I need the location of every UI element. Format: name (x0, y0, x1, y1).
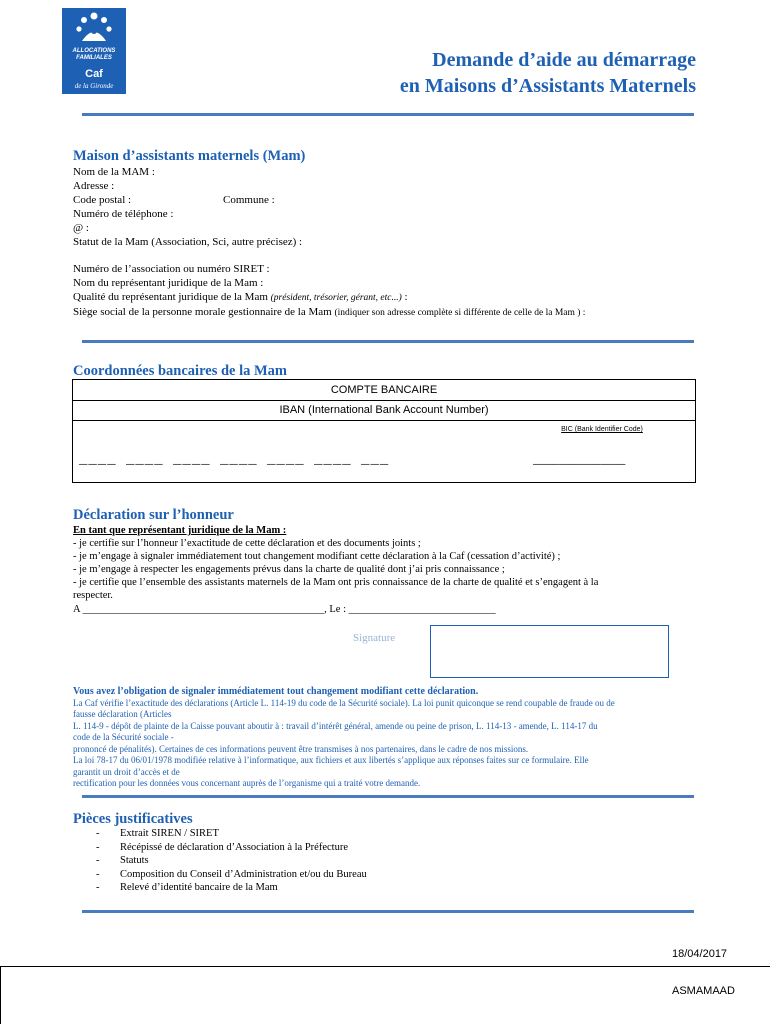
bic-label: BIC (Bank Identifier Code) (561, 426, 643, 433)
notice-line: fausse déclaration (Articles (73, 709, 172, 719)
siege-hint: (indiquer son adresse complète si différente de celle de la Mam ) : (334, 308, 586, 318)
section-declaration-heading: Déclaration sur l’honneur (73, 507, 234, 523)
declaration-intro: En tant que représentant juridique de la Mam : (73, 525, 287, 536)
qualite-hint: (président, trésorier, gérant, etc...) (270, 293, 402, 303)
place-date-field[interactable]: A ______________________________________________, Le : ____________________________ (73, 604, 496, 615)
field-code-postal-row (73, 193, 302, 207)
field-qualite[interactable]: Qualité du représentant juridique de la Mam (président, trésorier, gérant, etc...) : (73, 291, 408, 303)
pieces-list (96, 827, 367, 895)
notice-line: rectification pour les données vous concernant auprès de l’organisme qui a traité votre demande. (73, 778, 421, 788)
notice-line: garantit un droit d’accès et de (73, 766, 180, 777)
field-code-postal[interactable]: Code postal : (73, 194, 132, 206)
signature-box[interactable] (430, 625, 669, 678)
notice-line: La Caf vérifie l’exactitude des déclarations (Article L. 114-19 du code de la Sécurité sociale). La loi punit quiconque se rend coupable de fraude ou de (73, 697, 615, 708)
field-commune[interactable]: Commune : (223, 194, 275, 206)
list-item: - Extrait SIREN / SIRET (96, 828, 219, 839)
iban-input[interactable]: ____ ____ ____ ____ ____ ____ ___ (79, 452, 390, 468)
notice-line: prononcé de pénalités). Certaines de ces informations peuvent être transmises à nos partenaires, dans le cadre de nos missions. (73, 743, 529, 754)
field-adresse[interactable]: Adresse : (73, 180, 115, 192)
field-nom-mam[interactable]: Nom de la MAM : (73, 166, 155, 178)
field-statut[interactable]: Statut de la Mam (Association, Sci, autre précisez) : (73, 236, 303, 248)
field-telephone[interactable]: Numéro de téléphone : (73, 208, 174, 220)
divider (82, 340, 694, 343)
field-siret[interactable]: Numéro de l’association ou numéro SIRET : (73, 263, 270, 275)
mam-fields (73, 165, 302, 249)
declaration-item: - je m’engage à signaler immédiatement tout changement modifiant cette déclaration à la Caf (cessation d’activité) ; (73, 551, 561, 562)
list-item: - Composition du Conseil d’Administration et/ou du Bureau (96, 868, 367, 880)
divider (82, 113, 694, 116)
section-pieces-heading: Pièces justificatives (73, 811, 193, 827)
logo-region: de la Gironde (74, 82, 114, 90)
declaration-item: - je certifie sur l’honneur l’exactitude de cette déclaration et des documents joints ; (73, 538, 421, 549)
caf-logo (62, 8, 126, 94)
legal-notice (73, 686, 703, 790)
footer-line (0, 966, 770, 967)
declaration-item: - je certifie que l’ensemble des assistants maternels de la Mam ont pris connaissance de la charte de qualité et s’engagent à la (73, 577, 599, 588)
divider (82, 795, 694, 798)
divider (82, 910, 694, 913)
bic-input[interactable]: ___________ (533, 452, 626, 468)
bank-account-header: COMPTE BANCAIRE (73, 380, 695, 401)
family-emblem-icon (74, 11, 114, 47)
bank-table (72, 379, 696, 483)
notice-bold: Vous avez l’obligation de signaler immédiatement tout changement modifiant cette déclaration. (73, 686, 479, 697)
signature-label: Signature (353, 632, 396, 644)
notice-line: La loi 78-17 du 06/01/1978 modifiée relative à l’informatique, aux fichiers et aux libertés s’applique aux réponses faites sur ce formulaire. Elle (73, 755, 589, 765)
footer-left-border (0, 966, 1, 1024)
iban-label: IBAN (International Bank Account Number) (73, 400, 695, 421)
field-email[interactable]: @ : (73, 222, 89, 234)
footer-code: ASMAMAAD (672, 985, 735, 997)
field-siege[interactable]: Siège social de la personne morale gestionnaire de la Mam (indiquer son adresse complète si différente de celle de la Mam ) : (73, 306, 586, 318)
notice-line: code de la Sécurité sociale - (73, 732, 174, 742)
list-item: - Statuts (96, 855, 149, 866)
list-item: - Relevé d’identité bancaire de la Mam (96, 882, 278, 893)
declaration-item: - je m’engage à respecter les engagements prévus dans la charte de qualité dont j’ai pris connaissance ; (73, 564, 505, 575)
section-bank-heading: Coordonnées bancaires de la Mam (73, 363, 288, 379)
notice-line: L. 114-9 - dépôt de plainte de la Caisse pouvant aboutir à : travail d’intérêt général, amende ou peine de prison, L. 114-13 - amende, L. 114-17 du (73, 720, 598, 731)
list-item: - Récépissé de déclaration d’Association à la Préfecture (96, 841, 348, 853)
declaration-item: respecter. (73, 590, 113, 601)
page-title: Demande d’aide au démarrage en Maisons d’Assistants Maternels (399, 49, 696, 97)
field-representant[interactable]: Nom du représentant juridique de la Mam : (73, 277, 264, 289)
section-mam-heading: Maison d’assistants maternels (Mam) (73, 148, 306, 164)
logo-text: ALLOCATIONS FAMILIALES (72, 48, 116, 61)
declaration-text (73, 524, 598, 616)
mam-legal-fields (73, 262, 585, 320)
footer-date: 18/04/2017 (672, 948, 728, 960)
logo-brand: Caf (85, 68, 103, 80)
